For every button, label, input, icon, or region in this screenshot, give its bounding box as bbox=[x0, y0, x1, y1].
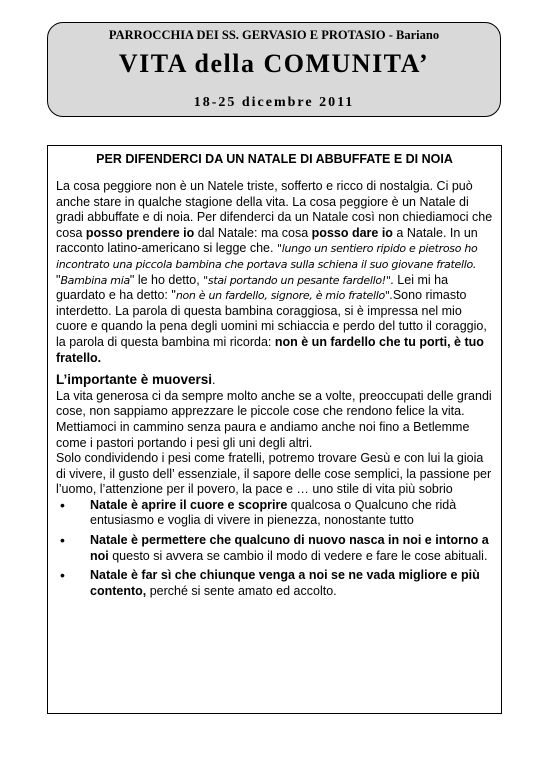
subheading: L’importante è muoversi. bbox=[56, 372, 216, 388]
intro-paragraph: La cosa peggiore non è un Natele triste, sofferto e ricco di nostalgia. Ci può anche stare in qualche stagione della vita. La cosa peggiore è un Natale di gradi abbuffate e di noia. Per difenderci da un Natale così non chiediamoci che cosa posso prendere io dal Natale: ma cosa posso dare io a Natale. In un racconto latino-americano si legge che. "lungo un sentiero ripido e pietroso ho incontrato una piccola bambina che portava sulla schiena il suo giovane fratello. "Bambina mia" le ho detto, "stai portando un pesante fardello!". Lei mi ha guardato e ha detto: "non è un fardello, signore, è mio fratello".Sono rimasto interdetto. La parola di questa bambina coraggiosa, si è impressa nel mio cuore e quando la pena degli uomini mi schiaccia e perdo del tutto il coraggio, la parola di questa bambina mi ricorda: non è un fardello che tu porti, è tuo fratello. bbox=[56, 179, 493, 365]
parish-name: PARROCCHIA DEI SS. GERVASIO E PROTASIO - Bariano bbox=[108, 28, 440, 42]
article-box bbox=[47, 145, 502, 714]
issue-date: 18-25 dicembre 2011 bbox=[193, 95, 355, 110]
quote-handwritten: "lungo un sentiero ripido e pietroso ho incontrato una piccola bambina che portava sulla schiena il suo giovane fratello. bbox=[56, 242, 478, 271]
christmas-points-list bbox=[56, 498, 495, 600]
list-item: • Natale è aprire il cuore e scoprire qualcosa o Qualcuno che ridà entusiasmo e voglia di vivere in pienezza, nonostante tutto bbox=[60, 496, 457, 528]
paragraph-journey: Mettiamoci in cammino senza paura e andiamo anche noi fino a Betlemme come i pastori portando i pesi gli uni degli altri. bbox=[56, 419, 470, 450]
bullet-icon: • bbox=[60, 496, 65, 513]
list-item: • Natale è permettere che qualcuno di nuovo nasca in noi e intorno a noi questo si avvera se cambio il modo di vedere e fare le cose abituali. bbox=[60, 532, 489, 563]
newsletter-title: VITA della COMUNITA’ bbox=[118, 49, 430, 78]
paragraph-life: La vita generosa ci da sempre molto anche se a volte, preoccupati delle grandi cose, non sappiamo apprezzare le piccole cose che rendono felice la vita. bbox=[56, 388, 492, 419]
key-sentence: non è un fardello che tu porti, è tuo fratello. bbox=[56, 334, 484, 365]
bullet-icon: • bbox=[60, 532, 65, 549]
article-body bbox=[56, 179, 495, 603]
article-title: PER DIFENDERCI DA UN NATALE DI ABBUFFATE E DI NOIA bbox=[96, 152, 453, 166]
bullet-icon: • bbox=[60, 567, 65, 584]
list-item: • Natale è far sì che chiunque venga a noi se ne vada migliore e più contento, perché si sente amato ed accolto. bbox=[60, 567, 480, 598]
newsletter-header bbox=[47, 22, 501, 117]
paragraph-sharing: Solo condividendo i pesi come fratelli, potremo trovare Gesù e con lui la gioia di vivere, il gusto dell’ essenziale, il sapore delle cose semplici, la passione per l’uomo, l’attenzione per il povero, la pace e … uno stile di vita più sobrio bbox=[56, 451, 492, 497]
